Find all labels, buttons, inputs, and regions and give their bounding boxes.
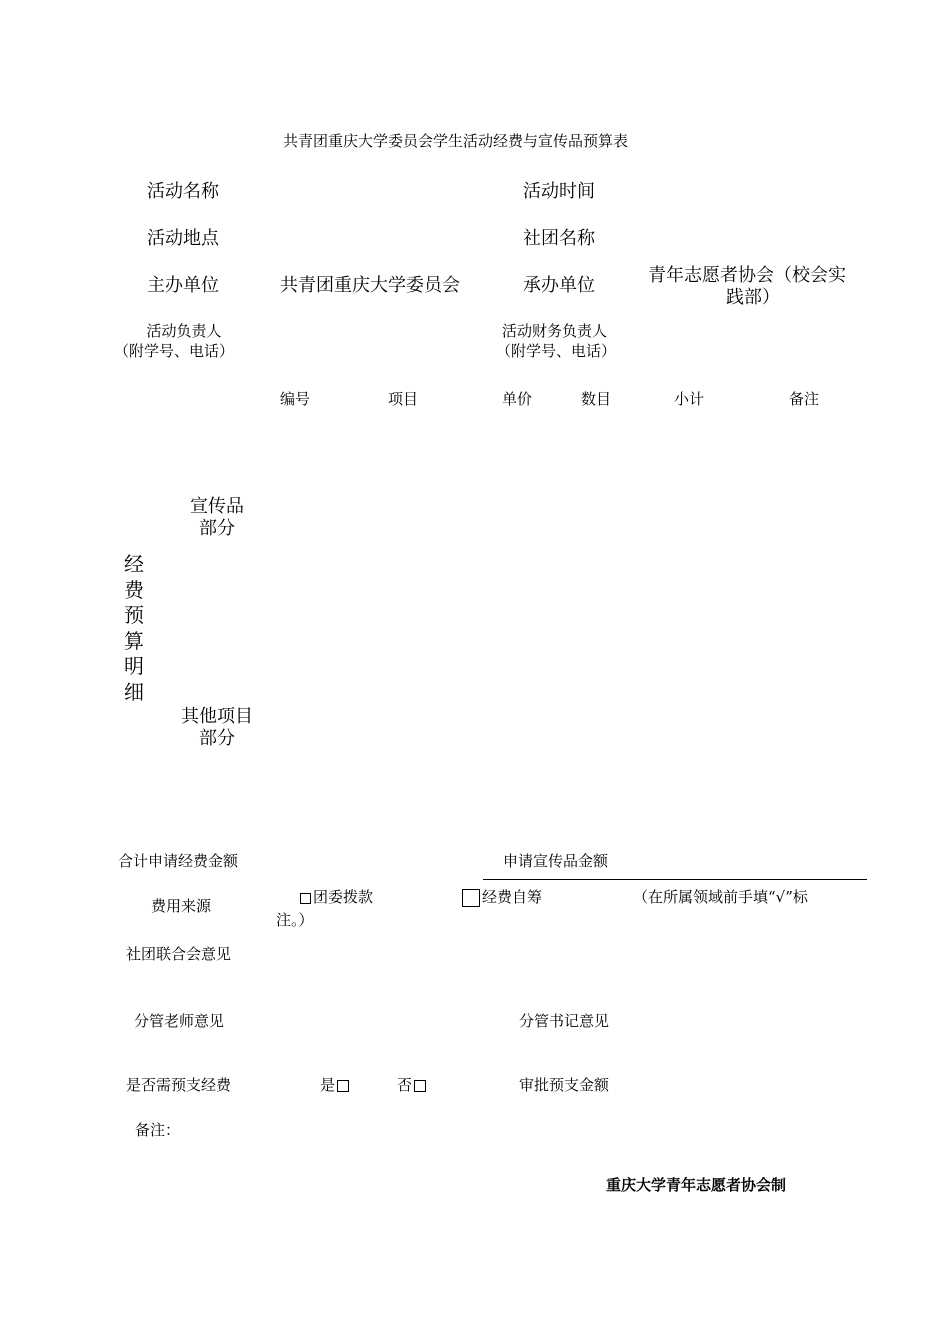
section-char: 明 [124,654,144,678]
promo-section-label-line2: 部分 [199,518,235,539]
funding-option-self-raised-label: 经费自筹 [482,888,543,906]
advance-yes-label: 是 [320,1076,336,1094]
funding-option-self-raised[interactable] [462,886,542,907]
checkbox-icon[interactable] [462,889,480,907]
activity-place-label: 活动地点 [147,228,219,249]
funding-option-allocation[interactable] [300,886,373,907]
footer-maker: 重庆大学青年志愿者协会制 [606,1176,787,1194]
column-header-quantity: 数目 [581,390,612,408]
section-char: 经 [124,552,144,576]
advance-payment-label: 是否需预支经费 [126,1076,232,1094]
activity-time-label: 活动时间 [523,181,595,202]
column-header-item: 项目 [388,390,419,408]
funding-source-label: 费用来源 [151,897,212,915]
column-header-remarks: 备注 [789,390,820,408]
column-header-number: 编号 [280,390,311,408]
leader-label-line2: （附学号、电话） [114,342,235,360]
teacher-opinion-label: 分管老师意见 [134,1012,225,1030]
finance-leader-label-line2: （附学号、电话） [496,342,617,360]
funding-note-line1: （在所属领域前手填“√”标 [633,888,808,906]
funding-note-line2: 注。） [276,911,314,929]
co-organizer-value-line2: 践部） [726,287,780,308]
checkbox-icon[interactable] [300,893,311,904]
column-header-subtotal: 小计 [674,390,705,408]
funding-option-allocation-label: 团委拨款 [313,888,374,906]
organizer-value: 共青团重庆大学委员会 [280,275,460,296]
other-section-label-line2: 部分 [199,728,235,749]
promo-amount-label: 申请宣传品金额 [503,852,609,870]
co-organizer-label: 承办单位 [523,275,595,296]
section-char: 费 [124,577,144,602]
club-name-label: 社团名称 [523,228,595,249]
finance-leader-label-line1: 活动财务负责人 [502,322,608,340]
activity-name-label: 活动名称 [147,181,219,202]
advance-yes-option[interactable] [320,1074,349,1095]
other-section-label-line1: 其他项目 [181,706,253,727]
approved-advance-label: 审批预支金额 [519,1076,610,1094]
checkbox-icon[interactable] [414,1080,426,1092]
column-header-unit-price: 单价 [502,390,533,408]
co-organizer-value-line1: 青年志愿者协会（校会实 [648,265,846,286]
total-amount-label: 合计申请经费金额 [118,852,239,870]
section-char: 预 [124,603,144,627]
leader-label-line1: 活动负责人 [146,322,222,340]
remarks-label: 备注： [135,1121,181,1139]
promo-section-label-line1: 宣传品 [190,496,244,517]
secretary-opinion-label: 分管书记意见 [519,1012,610,1030]
section-char: 算 [124,628,144,653]
section-char: 细 [124,679,144,704]
advance-no-option[interactable] [397,1074,426,1095]
divider-line [483,879,867,880]
page-title: 共青团重庆大学委员会学生活动经费与宣传品预算表 [283,132,629,150]
checkbox-icon[interactable] [337,1080,349,1092]
federation-opinion-label: 社团联合会意见 [126,945,232,963]
budget-section-label [122,552,146,705]
organizer-label: 主办单位 [147,275,219,296]
advance-no-label: 否 [397,1076,413,1094]
